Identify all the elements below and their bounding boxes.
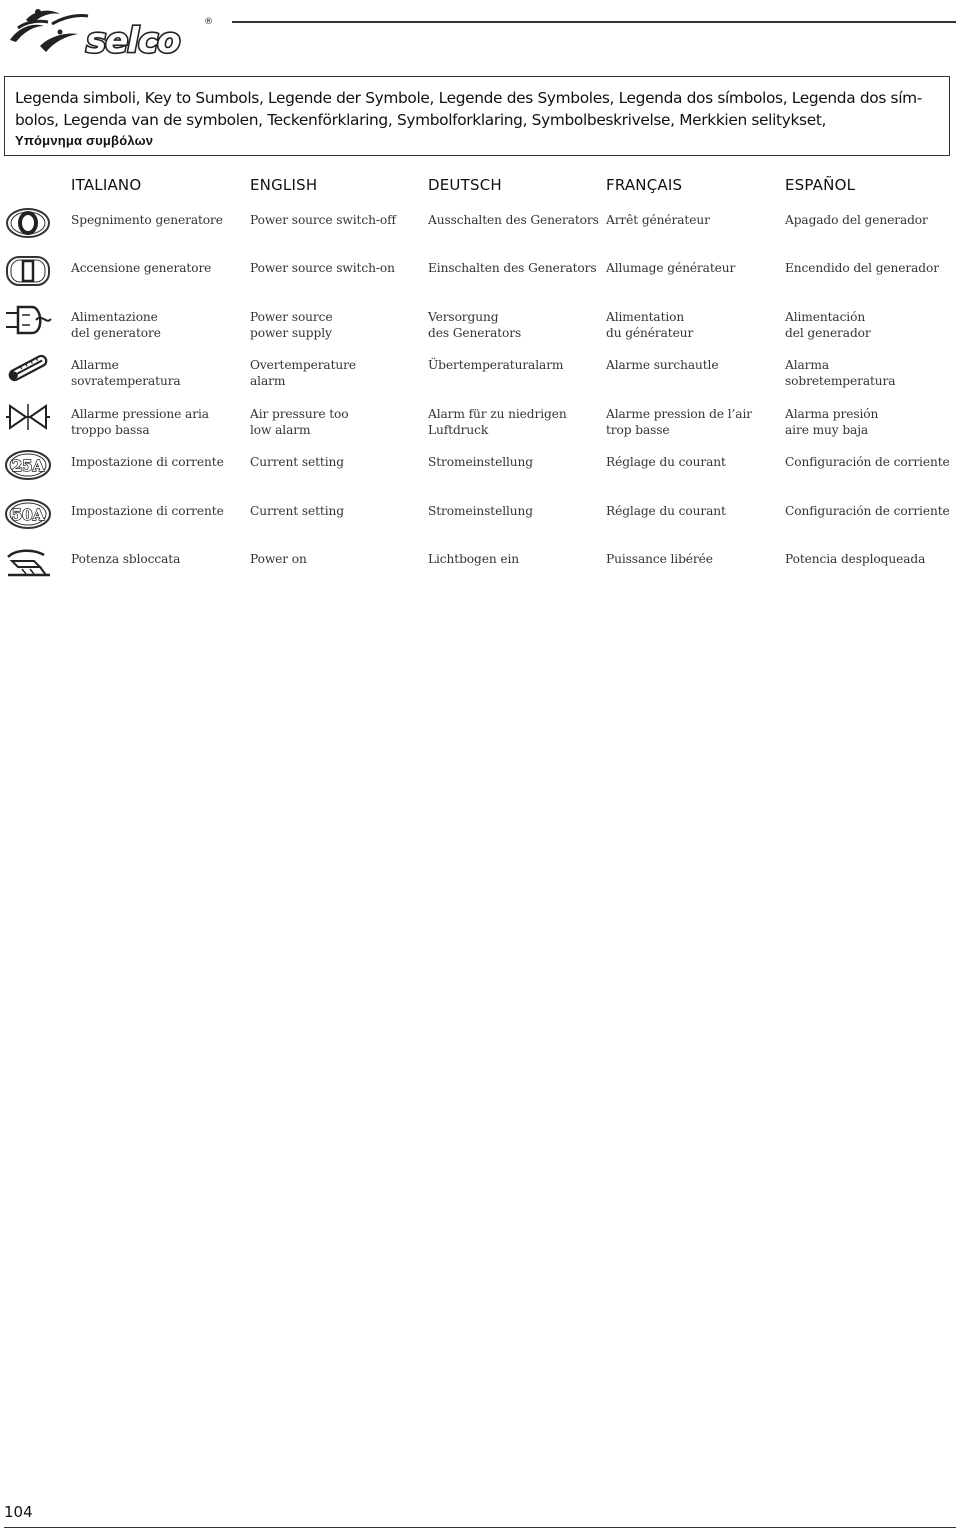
current-50a-label: 50A	[11, 506, 45, 524]
cell-italiano: Potenza sbloccata	[71, 552, 181, 566]
air-pressure-icon	[4, 400, 52, 434]
footer-rule	[4, 1527, 956, 1528]
column-header-italiano: ITALIANO	[71, 176, 142, 194]
cell-francais: Alarme surchautle	[606, 358, 719, 372]
cell-italiano: Alimentazione del generatore	[71, 310, 161, 341]
cell-francais: Allumage générateur	[606, 261, 736, 275]
cell-italiano: Spegnimento generatore	[71, 213, 223, 227]
cell-francais: Alimentation du générateur	[606, 310, 694, 341]
cell-english: Current setting	[250, 455, 344, 469]
cell-deutsch: Übertemperaturalarm	[428, 358, 564, 372]
cell-espanol: Alarma sobretemperatura	[785, 358, 896, 389]
legend-row	[0, 406, 960, 454]
cell-espanol: Apagado del generador	[785, 213, 928, 227]
legend-row	[0, 357, 960, 405]
column-header-francais: FRANÇAIS	[606, 176, 683, 194]
cell-deutsch: Stromeinstellung	[428, 455, 533, 469]
cell-english: Power source switch-off	[250, 213, 396, 227]
cell-francais: Arrêt générateur	[606, 213, 710, 227]
cell-espanol: Encendido del generador	[785, 261, 939, 275]
cell-italiano: Accensione generatore	[71, 261, 212, 275]
title-line-2: bolos, Legenda van de symbolen, Teckenförklaring, Symbolforklaring, Symbolbeskrivelse, Merkkien selitykset,	[15, 111, 827, 129]
cell-italiano: Impostazione di corrente	[71, 504, 224, 518]
header-rule	[232, 21, 956, 23]
cell-espanol: Potencia desploqueada	[785, 552, 926, 566]
plasma-torch-icon	[4, 545, 52, 579]
cell-italiano: Allarme sovratemperatura	[71, 358, 181, 389]
selco-logo	[4, 2, 216, 58]
logo-wordmark: selco	[86, 21, 180, 58]
column-header-deutsch: DEUTSCH	[428, 176, 502, 194]
current-25a-label: 25A	[11, 457, 45, 475]
cell-deutsch: Alarm für zu niedrigen Luftdruck	[428, 407, 567, 438]
cell-deutsch: Ausschalten des Generators	[428, 213, 599, 227]
cell-deutsch: Versorgung des Generators	[428, 310, 522, 341]
thermometer-icon	[4, 351, 52, 385]
cell-espanol: Configuración de corriente	[785, 455, 950, 469]
cell-francais: Puissance libérée	[606, 552, 713, 566]
legend-row	[0, 260, 960, 308]
cell-english: Power source switch-on	[250, 261, 395, 275]
legend-row	[0, 551, 960, 599]
legend-row	[0, 503, 960, 551]
registered-mark: ®	[204, 17, 213, 27]
cell-english: Overtemperature alarm	[250, 358, 356, 389]
current-50a-icon	[4, 497, 52, 531]
legend-row	[0, 454, 960, 502]
cell-espanol: Alarma presión aire muy baja	[785, 407, 879, 438]
cell-english: Power on	[250, 552, 307, 566]
cell-espanol: Alimentación del generador	[785, 310, 871, 341]
cell-italiano: Impostazione di corrente	[71, 455, 224, 469]
cell-english: Power source power supply	[250, 310, 333, 341]
title-line-1: Legenda simboli, Key to Sumbols, Legende der Symbole, Legende des Symboles, Legenda dos símbolos, Legenda dos sím-	[15, 89, 922, 107]
cell-italiano: Allarme pressione aria troppo bassa	[71, 407, 209, 438]
column-header-espanol: ESPAÑOL	[785, 176, 856, 194]
cell-francais: Réglage du courant	[606, 455, 726, 469]
legend-title-box	[4, 76, 950, 156]
power-off-icon	[4, 206, 52, 240]
page-number: 104	[4, 1503, 33, 1521]
cell-english: Air pressure too low alarm	[250, 407, 349, 438]
legend-row	[0, 309, 960, 357]
cell-english: Current setting	[250, 504, 344, 518]
title-line-greek: Υπόμνημα συμβόλων	[15, 133, 154, 148]
cell-deutsch: Einschalten des Generators	[428, 261, 597, 275]
cell-espanol: Configuración de corriente	[785, 504, 950, 518]
power-on-icon	[4, 254, 52, 288]
column-header-english: ENGLISH	[250, 176, 318, 194]
cell-deutsch: Stromeinstellung	[428, 504, 533, 518]
cell-francais: Alarme pression de l’air trop basse	[606, 407, 752, 438]
cell-deutsch: Lichtbogen ein	[428, 552, 520, 566]
current-25a-icon	[4, 448, 52, 482]
legend-row	[0, 212, 960, 260]
cell-francais: Réglage du courant	[606, 504, 726, 518]
mains-plug-icon	[4, 303, 52, 337]
